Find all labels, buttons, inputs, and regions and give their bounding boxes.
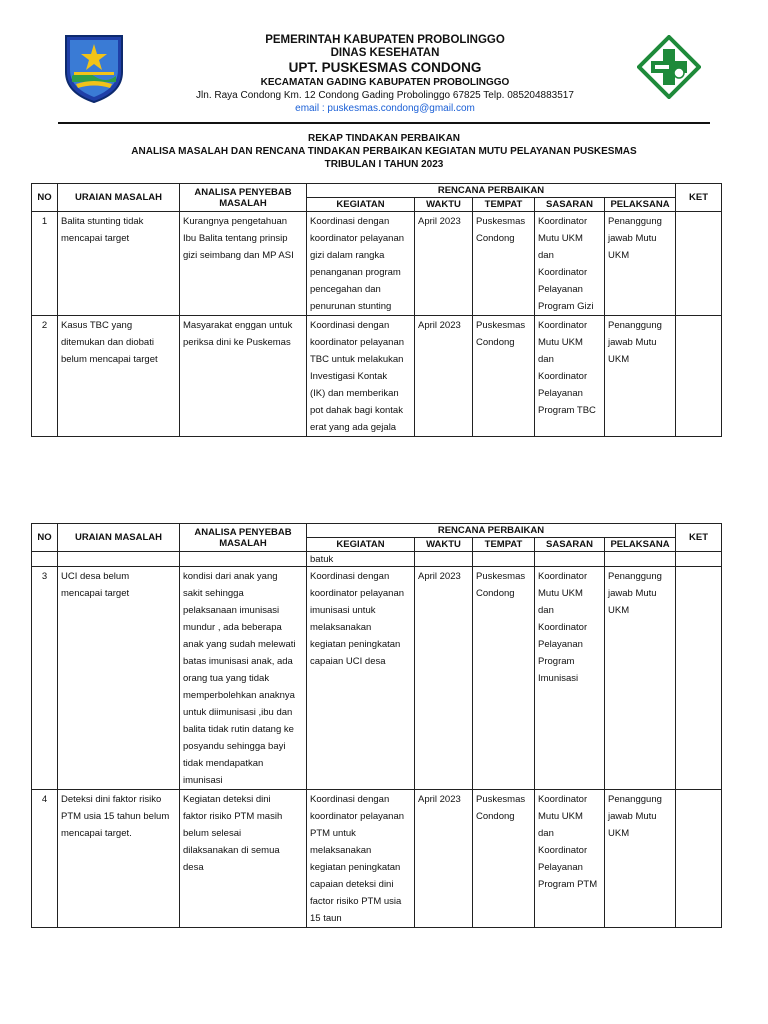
cell-tempat — [473, 567, 535, 790]
cell-line: jawab Mutu — [608, 233, 657, 244]
header-analisa: ANALISA PENYEBAB MASALAH — [180, 524, 307, 552]
header-tempat: TEMPAT — [473, 198, 535, 212]
cell-line: dan — [538, 605, 554, 616]
cell-kegiatan — [307, 316, 415, 437]
cell-line: Imunisasi — [538, 673, 579, 684]
cell-kegiatan — [307, 212, 415, 316]
cell-line: memperbolehkan anaknya — [183, 690, 295, 701]
cell-line: Investigasi Kontak — [310, 371, 388, 382]
cell-line: PTM usia 15 tahun belum — [61, 811, 170, 822]
action-plan-table-2 — [31, 523, 722, 928]
header-rencana: RENCANA PERBAIKAN — [307, 524, 676, 538]
cell-line: Koordinasi dengan — [310, 571, 390, 582]
cell-line: jawab Mutu — [608, 588, 657, 599]
cell-line: imunisasi untuk — [310, 605, 376, 616]
header-no: NO — [32, 184, 58, 212]
cell-line: mencapai target. — [61, 828, 132, 839]
cell-kegiatan — [307, 790, 415, 928]
cell-line: gizi dalam rangka — [310, 250, 385, 261]
cell-uraian — [58, 567, 180, 790]
cell-line: Kurangnya pengetahuan — [183, 216, 288, 227]
cell-line: Koordinasi dengan — [310, 216, 390, 227]
cell-line: imunisasi — [183, 775, 223, 786]
header-uraian: URAIAN MASALAH — [58, 524, 180, 552]
cell-line: Condong — [476, 811, 515, 822]
cell-line: melaksanakan — [310, 845, 372, 856]
cell-line: Program Gizi — [538, 301, 594, 312]
cell-line: batas imunisasi anak, ada — [183, 656, 293, 667]
header-ket: KET — [676, 184, 722, 212]
header-analisa: ANALISA PENYEBAB MASALAH — [180, 184, 307, 212]
cell-line: koordinator pelayanan — [310, 337, 405, 348]
cell-line: kondisi dari anak yang — [183, 571, 278, 582]
cell-line: 3 — [41, 571, 48, 582]
cell-line: April 2023 — [418, 794, 461, 805]
cell-line: koordinator pelayanan — [310, 588, 405, 599]
table-row — [32, 790, 722, 928]
cell-line: Penanggung — [608, 794, 662, 805]
cell-waktu — [415, 790, 473, 928]
cell-pelaksana — [605, 790, 676, 928]
cell-no — [32, 316, 58, 437]
cell-line: jawab Mutu — [608, 811, 657, 822]
cell-line: Koordinator — [538, 794, 588, 805]
cell-line: Koordinasi dengan — [310, 320, 390, 331]
header-rencana: RENCANA PERBAIKAN — [307, 184, 676, 198]
cell-line: melaksanakan — [310, 622, 372, 633]
cell-line: Kasus TBC yang — [61, 320, 133, 331]
cell-uraian — [58, 790, 180, 928]
table-row — [32, 316, 722, 437]
cell-line: TBC untuk melakukan — [310, 354, 404, 365]
cell-line: Deteksi dini faktor risiko — [61, 794, 162, 805]
header-sasaran: SASARAN — [535, 198, 605, 212]
cell-no — [32, 212, 58, 316]
cell-line: penanganan program — [310, 267, 401, 278]
cell-line: Pelayanan — [538, 388, 583, 399]
cell-line: Pelayanan — [538, 284, 583, 295]
cell-line: 15 taun — [310, 913, 342, 924]
cell-uraian — [58, 212, 180, 316]
cell-line: Condong — [476, 588, 515, 599]
cell-line: tidak mendapatkan — [183, 758, 264, 769]
cell-line: Condong — [476, 233, 515, 244]
cell-line: Ibu Balita tentang prinsip — [183, 233, 288, 244]
cell-line: pot dahak bagi kontak — [310, 405, 403, 416]
cell-line: Masyarakat enggan untuk — [183, 320, 293, 331]
header-pelaksana: PELAKSANA — [605, 538, 676, 552]
cell-line: Penanggung — [608, 571, 662, 582]
cell-pelaksana — [605, 567, 676, 790]
header-divider — [58, 122, 710, 124]
cell-line: dilaksanakan di semua — [183, 845, 280, 856]
cell-line: desa — [183, 862, 204, 873]
cell-line: sakit sehingga — [183, 588, 244, 599]
cell-line: 1 — [41, 216, 48, 227]
cell-kegiatan — [307, 567, 415, 790]
cell-line: (IK) dan memberikan — [310, 388, 399, 399]
cell-tempat — [473, 212, 535, 316]
cell-line: Puskesmas — [476, 571, 526, 582]
puskesmas-cross-icon — [637, 35, 701, 99]
cell-line: Program — [538, 656, 575, 667]
header-government: PEMERINTAH KABUPATEN PROBOLINGGO — [265, 34, 505, 46]
cell-line: kegiatan peningkatan — [310, 862, 401, 873]
cell-line: 4 — [41, 794, 48, 805]
cell-line: Puskesmas — [476, 216, 526, 227]
cell-line: Mutu UKM — [538, 233, 583, 244]
cell-line: UKM — [608, 354, 630, 365]
cell-line: Mutu UKM — [538, 811, 583, 822]
cell-waktu — [415, 316, 473, 437]
continuation-row — [32, 552, 722, 567]
continuation-text: batuk — [307, 552, 415, 567]
header-ket: KET — [676, 524, 722, 552]
cell-line: mencapai target — [61, 588, 130, 599]
cell-analisa — [180, 212, 307, 316]
cell-line: Koordinator — [538, 267, 588, 278]
cell-sasaran — [535, 790, 605, 928]
cell-line: posyandu sehingga bayi — [183, 741, 286, 752]
cell-sasaran — [535, 567, 605, 790]
header-tempat: TEMPAT — [473, 538, 535, 552]
action-plan-table-1 — [31, 183, 722, 437]
cell-line: April 2023 — [418, 571, 461, 582]
cell-line: dan — [538, 828, 554, 839]
cell-analisa — [180, 567, 307, 790]
cell-line: UKM — [608, 605, 630, 616]
cell-line: Mutu UKM — [538, 588, 583, 599]
cell-ket — [676, 567, 722, 790]
cell-line: capaian deteksi dini — [310, 879, 394, 890]
cell-line: Program TBC — [538, 405, 596, 416]
cell-line: Koordinator — [538, 571, 588, 582]
cell-line: kegiatan peningkatan — [310, 639, 401, 650]
cell-line: UCI desa belum — [61, 571, 130, 582]
cell-line: dan — [538, 354, 554, 365]
header-no: NO — [32, 524, 58, 552]
cell-line: Kegiatan deteksi dini — [183, 794, 271, 805]
title-analysis: ANALISA MASALAH DAN RENCANA TINDAKAN PERBAIKAN KEGIATAN MUTU PELAYANAN PUSKESMAS — [131, 146, 637, 157]
cell-line: UKM — [608, 828, 630, 839]
cell-line: PTM untuk — [310, 828, 356, 839]
header-waktu: WAKTU — [415, 198, 473, 212]
cell-line: Koordinator — [538, 371, 588, 382]
cell-line: erat yang ada gejala — [310, 422, 397, 433]
cell-line: 2 — [41, 320, 48, 331]
cell-tempat — [473, 316, 535, 437]
cell-line: ditemukan dan diobati — [61, 337, 154, 348]
document-titles — [0, 132, 768, 171]
cell-line: koordinator pelayanan — [310, 811, 405, 822]
cell-line: mencapai target — [61, 233, 130, 244]
cell-line: Balita stunting tidak — [61, 216, 144, 227]
cell-line: factor risiko PTM usia — [310, 896, 402, 907]
cell-line: Condong — [476, 337, 515, 348]
regency-crest-icon — [62, 32, 126, 104]
cell-line: Koordinasi dengan — [310, 794, 390, 805]
header-email[interactable]: email : puskesmas.condong@gmail.com — [295, 103, 475, 114]
cell-line: Penanggung — [608, 320, 662, 331]
cell-line: faktor risiko PTM masih — [183, 811, 283, 822]
title-quarter: TRIBULAN I TAHUN 2023 — [324, 159, 444, 170]
cell-sasaran — [535, 212, 605, 316]
cell-line: penurunan stunting — [310, 301, 392, 312]
table-row — [32, 212, 722, 316]
cell-line: mundur , ada beberapa — [183, 622, 282, 633]
cell-line: gizi seimbang dan MP ASI — [183, 250, 294, 261]
cell-line: April 2023 — [418, 320, 461, 331]
cell-line: anak yang sudah melewati — [183, 639, 296, 650]
cell-line: balita tidak rutin datang ke — [183, 724, 294, 735]
cell-pelaksana — [605, 212, 676, 316]
cell-line: Mutu UKM — [538, 337, 583, 348]
cell-line: Koordinator — [538, 845, 588, 856]
cell-line: koordinator pelayanan — [310, 233, 405, 244]
header-address: Jln. Raya Condong Km. 12 Condong Gading Probolinggo 67825 Telp. 085204883517 — [196, 90, 574, 101]
header-puskesmas: UPT. PUSKESMAS CONDONG — [288, 60, 482, 75]
cell-no — [32, 790, 58, 928]
cell-waktu — [415, 567, 473, 790]
header-waktu: WAKTU — [415, 538, 473, 552]
header-kegiatan: KEGIATAN — [307, 198, 415, 212]
header-uraian: URAIAN MASALAH — [58, 184, 180, 212]
cell-line: Program PTM — [538, 879, 598, 890]
cell-line: pencegahan dan — [310, 284, 381, 295]
cell-line: Koordinator — [538, 622, 588, 633]
cell-line: UKM — [608, 250, 630, 261]
header-sasaran: SASARAN — [535, 538, 605, 552]
cell-waktu — [415, 212, 473, 316]
title-recap: REKAP TINDAKAN PERBAIKAN — [307, 133, 461, 144]
cell-line: Koordinator — [538, 216, 588, 227]
cell-line: capaian UCI desa — [310, 656, 386, 667]
cell-line: orang tua yang tidak — [183, 673, 270, 684]
cell-line: Puskesmas — [476, 794, 526, 805]
header-department: DINAS KESEHATAN — [330, 47, 440, 59]
cell-line: dan — [538, 250, 554, 261]
header-kegiatan: KEGIATAN — [307, 538, 415, 552]
cell-line: jawab Mutu — [608, 337, 657, 348]
cell-line: belum selesai — [183, 828, 242, 839]
cell-no — [32, 567, 58, 790]
cell-analisa — [180, 316, 307, 437]
cell-pelaksana — [605, 316, 676, 437]
cell-tempat — [473, 790, 535, 928]
cell-uraian — [58, 316, 180, 437]
cell-ket — [676, 790, 722, 928]
cell-line: Pelayanan — [538, 862, 583, 873]
table-row — [32, 567, 722, 790]
cell-ket — [676, 212, 722, 316]
cell-line: belum mencapai target — [61, 354, 158, 365]
cell-line: Koordinator — [538, 320, 588, 331]
cell-line: Puskesmas — [476, 320, 526, 331]
cell-sasaran — [535, 316, 605, 437]
cell-line: pelaksanaan imunisasi — [183, 605, 280, 616]
cell-analisa — [180, 790, 307, 928]
cell-line: April 2023 — [418, 216, 461, 227]
cell-line: Pelayanan — [538, 639, 583, 650]
cell-ket — [676, 316, 722, 437]
letterhead — [0, 0, 768, 125]
cell-line: untuk diimunisasi ,ibu dan — [183, 707, 293, 718]
header-pelaksana: PELAKSANA — [605, 198, 676, 212]
cell-line: periksa dini ke Puskemas — [183, 337, 291, 348]
cell-line: Penanggung — [608, 216, 662, 227]
header-district: KECAMATAN GADING KABUPATEN PROBOLINGGO — [260, 77, 510, 88]
